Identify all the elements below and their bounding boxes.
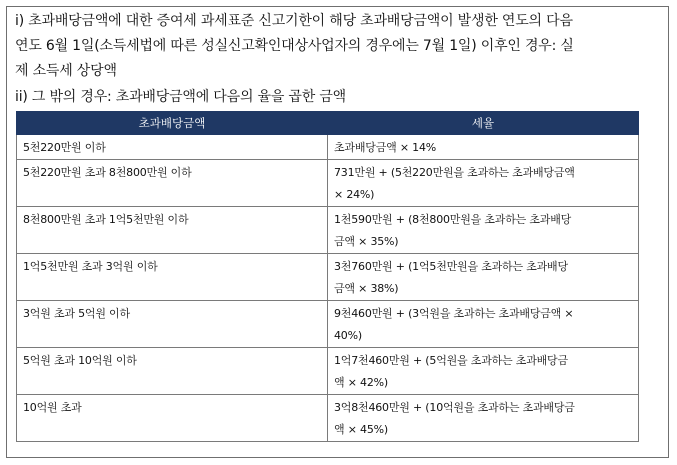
rate-line: 액 × 45%) — [334, 423, 388, 436]
paragraph-item-1 — [15, 9, 665, 84]
rate-line: 3천760만원 + (1억5천만원을 초과하는 초과배당 — [334, 260, 568, 273]
rate-cell — [328, 395, 639, 442]
table-row — [17, 207, 639, 254]
rate-line: 1천590만원 + (8천800만원을 초과하는 초과배당 — [334, 213, 572, 226]
column-header-amount: 초과배당금액 — [17, 112, 328, 135]
amount-cell: 5억원 초과 10억원 이하 — [17, 348, 328, 395]
rate-line: × 24%) — [334, 188, 375, 201]
tax-rate-table — [16, 111, 639, 442]
amount-cell: 5천220만원 이하 — [17, 135, 328, 160]
amount-cell: 8천800만원 초과 1억5천만원 이하 — [17, 207, 328, 254]
paragraph-line: 제 소득세 상당액 — [15, 63, 117, 79]
table-row — [17, 160, 639, 207]
rate-cell — [328, 135, 639, 160]
rate-line: 금액 × 35%) — [334, 235, 399, 248]
paragraph-item-2: ii) 그 밖의 경우: 초과배당금액에 다음의 율을 곱한 금액 — [15, 89, 346, 105]
amount-cell: 1억5천만원 초과 3억원 이하 — [17, 254, 328, 301]
table-row — [17, 135, 639, 160]
rate-cell — [328, 301, 639, 348]
rate-cell — [328, 348, 639, 395]
amount-cell: 10억원 초과 — [17, 395, 328, 442]
amount-cell: 5천220만원 초과 8천800만원 이하 — [17, 160, 328, 207]
column-header-rate: 세율 — [328, 112, 639, 135]
rate-line: 9천460만원 + (3억원을 초과하는 초과배당금액 × — [334, 307, 574, 320]
table-header-row — [17, 112, 639, 135]
table-row — [17, 348, 639, 395]
rate-line: 731만원 + (5천220만원을 초과하는 초과배당금액 — [334, 166, 575, 179]
paragraph-line: i) 초과배당금액에 대한 증여세 과세표준 신고기한이 해당 초과배당금액이 발생한 연도의 다음 — [15, 13, 573, 29]
rate-line: 1억7천460만원 + (5억원을 초과하는 초과배당금 — [334, 354, 568, 367]
table-row — [17, 301, 639, 348]
table-row — [17, 395, 639, 442]
amount-cell: 3억원 초과 5억원 이하 — [17, 301, 328, 348]
rate-line: 액 × 42%) — [334, 376, 388, 389]
table-row — [17, 254, 639, 301]
rate-cell — [328, 254, 639, 301]
rate-line: 금액 × 38%) — [334, 282, 399, 295]
rate-line: 40%) — [334, 329, 362, 342]
rate-cell — [328, 160, 639, 207]
rate-cell — [328, 207, 639, 254]
rate-line: 초과배당금액 × 14% — [334, 141, 437, 154]
rate-line: 3억8천460만원 + (10억원을 초과하는 초과배당금 — [334, 401, 575, 414]
paragraph-line: 연도 6월 1일(소득세법에 따른 성실신고확인대상사업자의 경우에는 7월 1일) 이후인 경우: 실 — [15, 38, 574, 54]
